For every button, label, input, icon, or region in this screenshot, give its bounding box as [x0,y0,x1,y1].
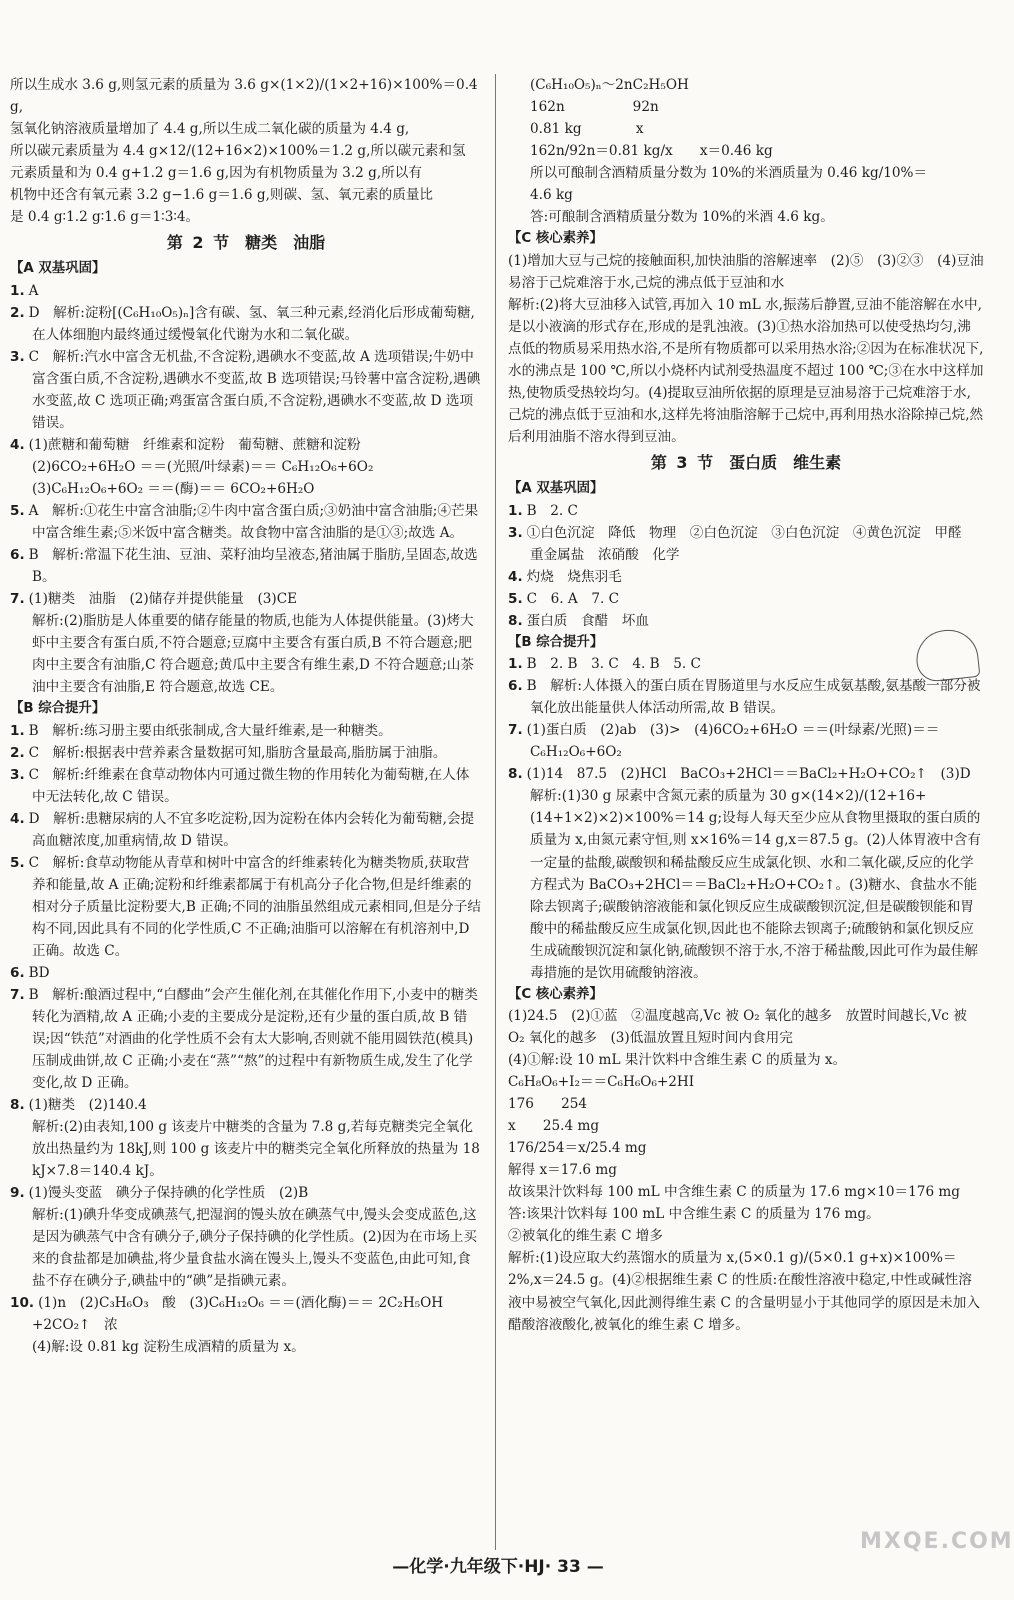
answer-item [10,1292,482,1336]
item-number: 6. [10,964,25,981]
body-text: (4)①解:设 10 mL 果汁饮料中含维生素 C 的质量为 x。 [508,1052,847,1069]
item-text: D 解析:淀粉[(C₆H₁₀O₅)ₙ]含有碳、氢、氧三种元素,经消化后形成葡萄糖,在人体细胞内最终通过缓慢氧化代谢为水和二氧化碳。 [28,304,475,343]
item-text: B 解析:练习册主要由纸张制成,含大量纤维素,是一种糖类。 [28,722,392,739]
answer-item [508,719,984,763]
answer-item [10,588,482,610]
item-number: 4. [508,568,523,585]
explanation-text: 解析:(1)30 g 尿素中含氮元素的质量为 30 g×(14×2)/(12+16+(14+1×2)×2)×100%＝14 g;设每人每天至少应从食物里摄取的蛋白质的质量为 x,由氮元素守恒,则 x×16%＝14 g,x＝87.5 g。(2)人体胃液中含有一定量的盐酸,碳酸钡和稀盐酸反应生成氯化钡、水和二氧化碳,反应的化学方程式为 BaCO₃+2HCl＝＝BaCl₂+H₂O+CO₂↑。(3)糖水、食盐水不能除去钡离子;碳酸钠溶液能和氯化钡反应生成碳酸钡沉淀,但是碳酸钡能和胃酸中的稀盐酸反应生成氯化钡,因此也不能除去钡离子;硫酸钠和氯化钡反应生成硫酸钡沉淀和氯化钠,硫酸钡不溶于水,不溶于稀盐酸,因此可作为最佳解毒措施的是饮用硫酸钠溶液。 [530,788,981,981]
item-number: 7. [10,986,25,1003]
item-text: (1)n (2)C₃H₆O₃ 酸 (3)C₆H₁₂O₆ ＝＝(酒化酶)＝＝ 2C₂H₅OH +2CO₂↑ 浓 [32,1295,444,1334]
answer-item [10,984,482,1094]
column-divider [495,74,496,1550]
item-text: C 解析:汽水中富含无机盐,不含淀粉,遇碘水不变蓝,故 A 选项错误;牛奶中富含蛋白质,不含淀粉,遇碘水不变蓝,故 B 选项错误;马铃薯中富含淀粉,遇碘水变蓝,故 C 选项正确;鸡蛋富含蛋白质,不含淀粉,遇碘水不变蓝,故 D 选项错误。 [28,348,481,431]
answer-item [10,962,482,984]
body-text: 是 0.4 g∶1.2 g∶1.6 g＝1∶3∶4。 [10,209,200,226]
left-column [10,74,482,1358]
explanation-text: 所以可酿制含酒精质量分数为 10%的米酒质量为 0.46 kg/10%＝ [530,165,928,182]
item-number: 3. [10,766,25,783]
answer-item [10,280,482,302]
answer-item [508,566,984,588]
item-text: (1)糖类 油脂 (2)储存并提供能量 (3)CE [28,590,298,607]
answer-item [10,434,482,456]
item-number: 3. [10,348,25,365]
item-number: 4. [10,436,25,453]
explanation-text: 解析:(2)由表知,100 g 该麦片中糖类的含量为 7.8 g,若每克糖类完全氧化放出热量约为 18kJ,则 100 g 该麦片中的糖类完全氧化所释放的热量为 18 kJ×7.8＝140.4 kJ。 [32,1119,480,1180]
watermark: MXQE.COM [860,1529,1014,1554]
item-text: C 解析:纤维素在食草动物体内可通过微生物的作用转化为葡萄糖,在人体中无法转化,故 C 错误。 [28,766,470,805]
item-number: 7. [10,590,25,607]
body-text: ②被氧化的维生素 C 增多 [508,1228,663,1245]
item-text: (1)蛋白质 (2)ab (3)> (4)6CO₂+6H₂O ＝＝(叶绿素/光照)＝＝ C₆H₁₂O₆+6O₂ [526,722,940,761]
body-text: 解析:(2)将大豆油移入试管,再加入 10 mL 水,振荡后静置,豆油不能溶解在水中,是以小液滴的形式存在,形成的是乳浊液。(3)①热水浴加热可以使受热均匀,沸点低的物质易采用热水浴,不是所有物质都可以采用热水浴;②因为在标准状况下,水的沸点是 100 ℃,所以小烧杯内试剂受热温度不超过 100 ℃;③在水中这样加热,使物质受热较均匀。(4)提取豆油所依据的原理是豆油易溶于己烷难溶于水,己烷的沸点低于豆油和水,这样先将油脂溶解于己烷中,再利用热水浴除掉己烷,然后利用油脂不溶水得到豆油。 [508,296,984,445]
answer-item [10,500,482,544]
body-text: (1)24.5 (2)①蓝 ②温度越高,Vc 被 O₂ 氧化的越多 放置时间越长,Vc 被 O₂ 氧化的越多 (3)低温放置且短时间内食用完 [508,1008,967,1047]
item-number: 1. [10,722,25,739]
answer-item [10,1094,482,1116]
answer-item [508,500,984,522]
subsection-heading: 【C 核心素养】 [508,986,603,1002]
answer-item [508,653,984,675]
item-number: 8. [508,612,523,629]
item-number: 9. [10,1185,25,1202]
explanation-text: 162n/92n＝0.81 kg/x x＝0.46 kg [530,143,773,160]
item-text: D 解析:患糖尿病的人不宜多吃淀粉,因为淀粉在体内会转化为葡萄糖,会提高血糖浓度,加重病情,故 D 错误。 [28,810,475,849]
answer-item [10,852,482,962]
item-number: 7. [508,722,523,739]
body-text: 元素质量和为 0.4 g+1.2 g＝1.6 g,因为有机物质量为 3.2 g,所以有 [10,165,422,182]
item-text: B 2. C [526,502,578,519]
answer-item [10,544,482,588]
answer-item [10,764,482,808]
item-number: 1. [508,502,523,519]
item-number: 4. [10,810,25,827]
right-column [508,74,984,1336]
item-text: BD [28,964,50,981]
item-text: A 解析:①花生中富含油脂;②牛肉中富含蛋白质;③奶油中富含油脂;④芒果中富含维生素;⑤米饭中富含糖类。故食物中富含油脂的是①③;故选 A。 [28,502,479,541]
answer-item [508,763,984,785]
body-text: 解析:(1)设应取大约蒸馏水的质量为 x,(5×0.1 g)/(5×0.1 g+x)×100%＝2%,x＝24.5 g。(4)②根据维生素 C 的性质:在酸性溶液中稳定,中性或碱性溶液中易被空气氧化,因此测得维生素 C 的含量明显小于其他同学的原因是未加入醋酸溶液酸化,被氧化的维生素 C 增多。 [508,1250,980,1333]
answer-item [508,522,984,566]
item-text: (1)14 87.5 (2)HCl BaCO₃+2HCl＝＝BaCl₂+H₂O+CO₂↑ (3)D [526,766,971,783]
explanation-text: (C₆H₁₀O₅)ₙ～2nC₂H₅OH [530,77,689,93]
explanation-text: (4)解:设 0.81 kg 淀粉生成酒精的质量为 x。 [32,1339,305,1356]
body-text: 所以生成水 3.6 g,则氢元素的质量为 3.6 g×(1×2)/(1×2+16)×100%＝0.4 g, [10,77,478,116]
explanation-text: 0.81 kg x [530,121,644,138]
explanation-text: 解析:(1)碘升华变成碘蒸气,把湿润的馒头放在碘蒸气中,馒头会变成蓝色,这是因为碘蒸气中含有碘分子,碘分子保持碘的化学性质。(2)因为在市场上买来的食盐都是加碘盐,将少量食盐水滴在馒头上,馒头不变蓝色,由此可知,食盐不存在碘分子,碘盐中的“碘”是指碘元素。 [32,1207,477,1290]
explanation-text: (2)6CO₂+6H₂O ＝＝(光照/叶绿素)＝＝ C₆H₁₂O₆+6O₂ [32,458,374,475]
item-number: 6. [508,678,523,695]
item-text: ①白色沉淀 降低 物理 ②白色沉淀 ③白色沉淀 ④黄色沉淀 甲醛 重金属盐 浓硝酸 化学 [526,524,976,563]
item-text: 灼烧 烧焦羽毛 [526,568,622,585]
page-footer: —化学·九年级下·HJ· 33 — [392,1557,604,1577]
body-text: 答:该果汁饮料每 100 mL 中含维生素 C 的质量为 176 mg。 [508,1206,880,1223]
explanation-text: 答:可酿制含酒精质量分数为 10%的米酒 4.6 kg。 [530,209,834,226]
subsection-heading: 【A 双基巩固】 [508,480,604,496]
item-number: 6. [10,546,25,563]
body-text: 解得 x＝17.6 mg [508,1162,617,1179]
answer-item [508,588,984,610]
item-text: A [28,282,39,299]
answer-item [10,302,482,346]
item-number: 10. [10,1295,35,1312]
subsection-heading: 【C 核心素养】 [508,231,603,247]
item-text: (1)糖类 (2)140.4 [28,1096,147,1113]
body-text: 故该果汁饮料每 100 mL 中含维生素 C 的质量为 17.6 mg×10＝176 mg [508,1184,961,1201]
item-number: 8. [10,1096,25,1113]
item-text: B 解析:人体摄入的蛋白质在胃肠道里与水反应生成氨基酸,氨基酸一部分被氧化放出能量供人体活动所需,故 B 错误。 [526,678,981,717]
explanation-text: 4.6 kg [530,187,573,204]
item-text: B 解析:常温下花生油、豆油、菜籽油均呈液态,猪油属于脂肪,呈固态,故选 B。 [28,546,478,585]
body-text: 176 254 [508,1096,588,1113]
body-text: 176/254＝x/25.4 mg [508,1140,647,1157]
item-number: 1. [508,656,523,673]
body-text: C₆H₈O₆+I₂＝＝C₆H₆O₆+2HI [508,1074,695,1091]
answer-item [10,720,482,742]
answer-item [10,346,482,434]
item-text: B 解析:酿酒过程中,“白醪曲”会产生催化剂,在其催化作用下,小麦中的糖类转化为酒精,故 A 正确;小麦的主要成分是淀粉,还有少量的蛋白质,故 B 错误;因“铁范”对酒曲的化学性质不会有太大影响,否则就不能用圆铁范(模具)压制成曲饼,故 C 正确;小麦在“蒸”“熬”的过程中有新物质生成,发生了化学变化,故 D 正确。 [28,986,478,1091]
section-title: 第 2 节 糖类 油脂 [166,233,326,253]
subsection-heading: 【A 双基巩固】 [10,261,106,277]
item-number: 8. [508,766,523,783]
item-number: 3. [508,524,523,541]
answer-item [10,742,482,764]
explanation-text: (3)C₆H₁₂O₆+6O₂ ＝＝(酶)＝＝ 6CO₂+6H₂O [32,480,315,497]
item-text: C 解析:根据表中营养素含量数据可知,脂肪含量最高,脂肪属于油脂。 [28,744,447,761]
body-text: 所以碳元素质量为 4.4 g×12/(12+16×2)×100%＝1.2 g,所以碳元素和氢 [10,143,466,160]
body-text: (1)增加大豆与己烷的接触面积,加快油脂的溶解速率 (2)⑤ (3)②③ (4)豆油易溶于己烷难溶于水,己烷的沸点低于豆油和水 [508,252,984,291]
explanation-text: 解析:(2)脂肪是人体重要的储存能量的物质,也能为人体提供能量。(3)烤大虾中主要含有蛋白质,不符合题意;豆腐中主要含有蛋白质,B 不符合题意;肥肉中主要含有油脂,C 符合题意;黄瓜中主要含有维生素,D 不符合题意;山茶油中主要含有油脂,E 符合题意,故选 CE。 [32,612,474,695]
item-number: 1. [10,282,25,299]
item-number: 5. [10,502,25,519]
item-text: 蛋白质 食醋 坏血 [526,612,649,629]
item-text: B 2. B 3. C 4. B 5. C [526,656,701,673]
answer-item [508,610,984,632]
explanation-text: 162n 92n [530,99,659,116]
item-text: (1)馒头变蓝 碘分子保持碘的化学性质 (2)B [28,1185,309,1202]
body-text: x 25.4 mg [508,1118,600,1135]
item-number: 5. [10,854,25,871]
answer-item [10,808,482,852]
item-text: C 解析:食草动物能从青草和树叶中富含的纤维素转化为糖类物质,获取营养和能量,故 A 正确;淀粉和纤维素都属于有机高分子化合物,但是纤维素的相对分子质量比淀粉要大,B 正确;不同的油脂虽然组成元素相同,但是分子结构不同,因此具有不同的化学性质,C 不正确;油脂可以溶解在有机溶剂中,D 正确。故选 C。 [28,854,481,959]
item-number: 2. [10,744,25,761]
item-number: 5. [508,590,523,607]
section-title: 第 3 节 蛋白质 维生素 [650,452,842,472]
item-text: C 6. A 7. C [526,590,620,607]
subsection-heading: 【B 综合提升】 [10,701,106,717]
subsection-heading: 【B 综合提升】 [508,634,604,650]
item-number: 2. [10,304,25,321]
body-text: 机物中还含有氧元素 3.2 g−1.6 g＝1.6 g,则碳、氢、氧元素的质量比 [10,187,434,204]
answer-item [508,675,984,719]
item-text: (1)蔗糖和葡萄糖 纤维素和淀粉 葡萄糖、蔗糖和淀粉 [28,436,361,453]
answer-item [10,1182,482,1204]
body-text: 氢氧化钠溶液质量增加了 4.4 g,所以生成二氧化碳的质量为 4.4 g, [10,121,410,138]
